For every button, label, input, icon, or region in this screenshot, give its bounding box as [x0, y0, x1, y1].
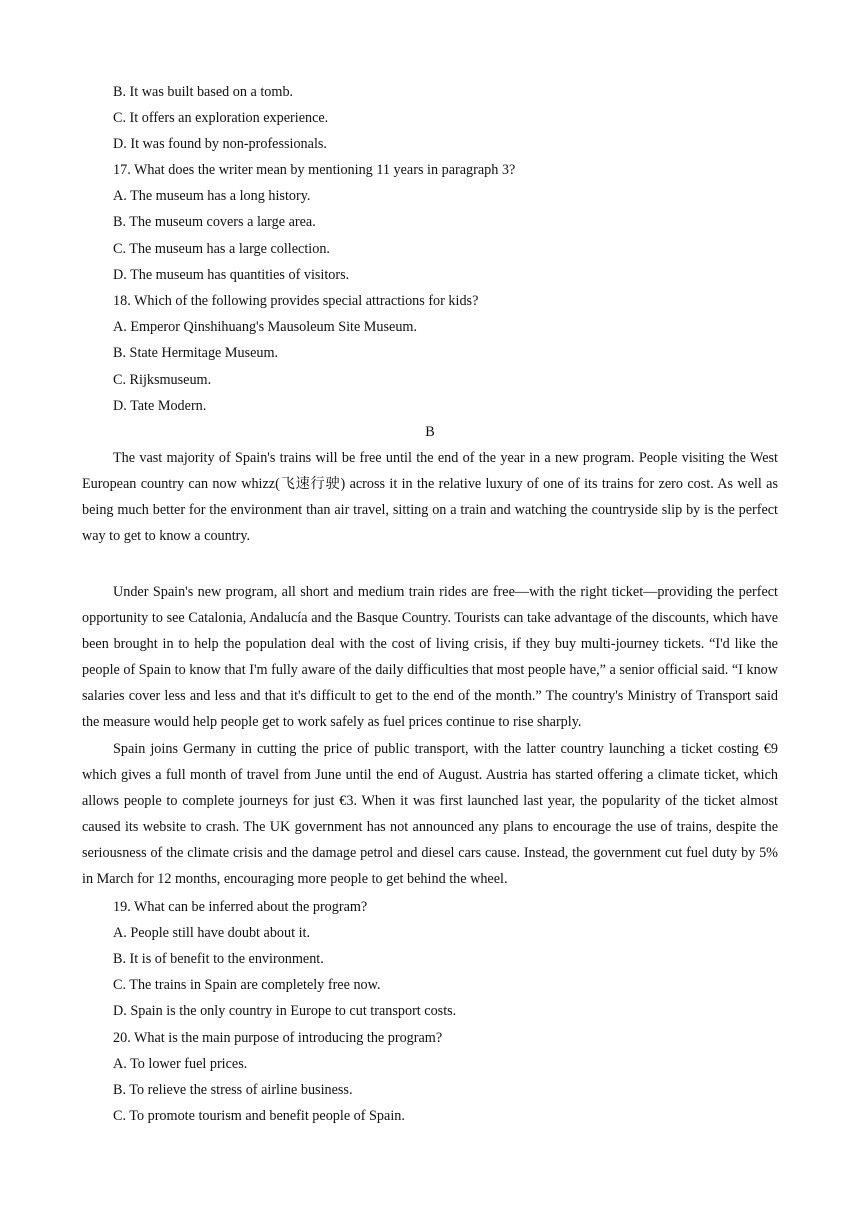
q17-option-d: D. The museum has quantities of visitors.: [113, 267, 350, 283]
q18-option-b: B. State Hermitage Museum.: [113, 345, 279, 361]
q18-option-c: C. Rijksmuseum.: [113, 372, 212, 388]
q18-option-d: D. Tate Modern.: [113, 398, 207, 414]
q19-question: 19. What can be inferred about the program?: [113, 899, 368, 915]
q19-option-a: A. People still have doubt about it.: [113, 925, 311, 941]
q19-option-c: C. The trains in Spain are completely free now.: [113, 977, 381, 993]
q19-option-d: D. Spain is the only country in Europe to cut transport costs.: [113, 1003, 457, 1019]
section-b-heading: B: [425, 424, 435, 440]
q16-option-d: D. It was found by non-professionals.: [113, 136, 327, 152]
q17-question: 17. What does the writer mean by mentioning 11 years in paragraph 3?: [113, 162, 516, 178]
q17-option-c: C. The museum has a large collection.: [113, 241, 330, 257]
q20-option-a: A. To lower fuel prices.: [113, 1056, 248, 1072]
q20-option-c: C. To promote tourism and benefit people of Spain.: [113, 1108, 405, 1124]
q20-option-b: B. To relieve the stress of airline business.: [113, 1082, 353, 1098]
q17-option-b: B. The museum covers a large area.: [113, 214, 316, 230]
section-b-paragraph-3: Spain joins Germany in cutting the price of public transport, with the latter country launching a ticket costing €9 which gives a full month of travel from June until the end of August. Austria has started offering a climate ticket, which allows people to complete journeys for just €3. When it was first launched last year, the popularity of the ticket almost caused its website to crash. The UK government has not announced any plans to encourage the use of trains, despite the seriousness of the climate crisis and the damage petrol and diesel cars cause. Instead, the government cut fuel duty by 5% in March for 12 months, encouraging more people to get behind the wheel.: [82, 741, 778, 888]
q18-option-a: A. Emperor Qinshihuang's Mausoleum Site Museum.: [113, 319, 418, 335]
section-b-paragraph-2: Under Spain's new program, all short and medium train rides are free—with the right ticket—providing the perfect opportunity to see Catalonia, Andalucía and the Basque Country. Tourists can take advantage of the discounts, which have been brought in to help the population deal with the cost of living crisis, if they buy multi-journey tickets. “I'd like the people of Spain to know that I'm fully aware of the daily difficulties that most people have,” a senior official said. “I know salaries cover less and less and that it's difficult to get to the end of the month.” The country's Ministry of Transport said the measure would help people get to work safely as fuel prices continue to rise sharply.: [82, 584, 778, 731]
section-b-paragraph-1: The vast majority of Spain's trains will be free until the end of the year in a new program. People visiting the West European country can now whizz(飞速行驶) across it in the relative luxury of one of its trains for zero cost. As well as being much better for the environment than air travel, sitting on a train and watching the countryside slip by is the perfect way to get to know a country.: [82, 450, 778, 545]
q20-question: 20. What is the main purpose of introducing the program?: [113, 1030, 443, 1046]
q17-option-a: A. The museum has a long history.: [113, 188, 311, 204]
q18-question: 18. Which of the following provides special attractions for kids?: [113, 293, 479, 309]
q19-option-b: B. It is of benefit to the environment.: [113, 951, 324, 967]
q16-option-c: C. It offers an exploration experience.: [113, 110, 329, 126]
q16-option-b: B. It was built based on a tomb.: [113, 84, 294, 100]
